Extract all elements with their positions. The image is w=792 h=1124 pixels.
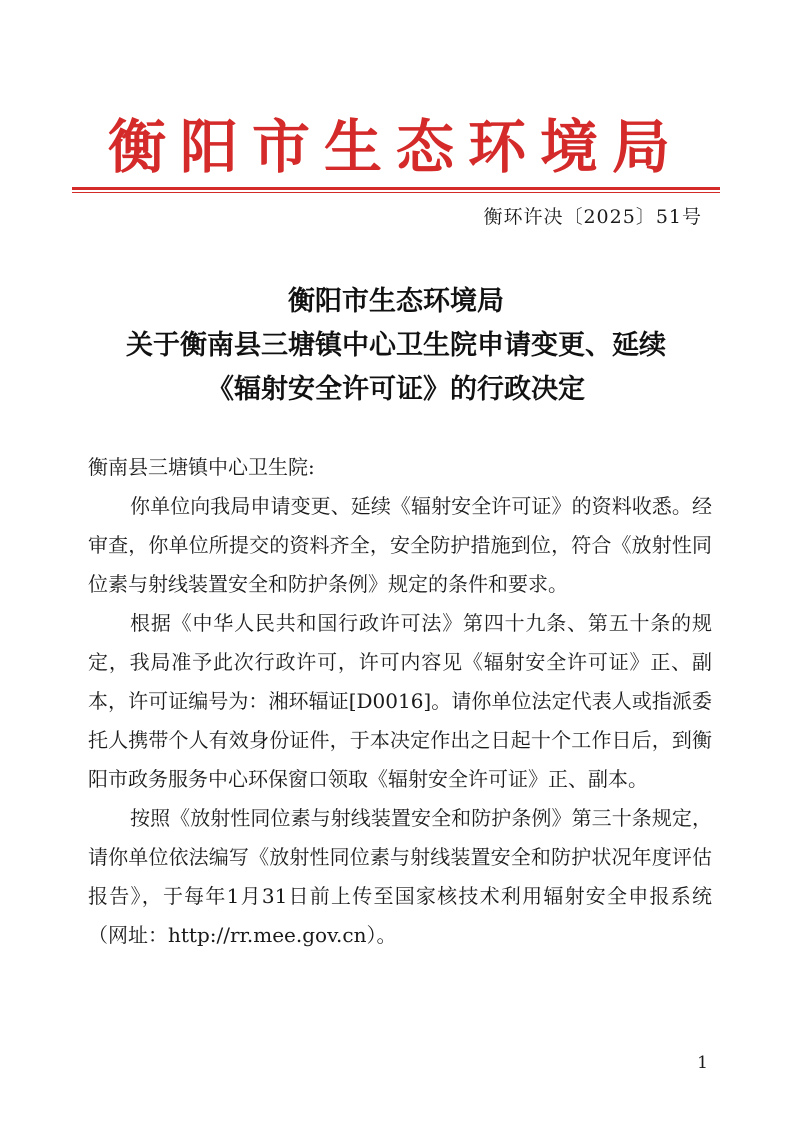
document-body bbox=[88, 448, 712, 955]
agency-masthead: 衡阳市生态环境局 bbox=[107, 113, 684, 181]
title-line-2: 关于衡南县三塘镇中心卫生院申请变更、延续 bbox=[126, 330, 666, 361]
title-line-1: 衡阳市生态环境局 bbox=[288, 286, 504, 317]
title-line-3: 《辐射安全许可证》的行政决定 bbox=[207, 374, 585, 405]
red-divider-thin bbox=[72, 192, 720, 193]
body-paragraph-1: 你单位向我局申请变更、延续《辐射安全许可证》的资料收悉。经审查，你单位所提交的资料齐全，安全防护措施到位，符合《放射性同位素与射线装置安全和防护条例》规定的条件和要求。 bbox=[88, 494, 712, 596]
document-title bbox=[60, 280, 732, 412]
page-number: 1 bbox=[697, 1053, 708, 1073]
addressee: 衡南县三塘镇中心卫生院: bbox=[88, 455, 315, 479]
body-paragraph-3: 按照《放射性同位素与射线装置安全和防护条例》第三十条规定，请你单位依法编写《放射性同位素与射线装置安全和防护状况年度评估报告》，于每年1月31日前上传至国家核技术利用辐射安全申报系统（网址：http://rr.mee.gov.cn）。 bbox=[88, 806, 712, 947]
body-paragraph-2: 根据《中华人民共和国行政许可法》第四十九条、第五十条的规定，我局准予此次行政许可，许可内容见《辐射安全许可证》正、副本，许可证编号为：湘环辐证[D0016]。请你单位法定代表人或指派委托人携带个人有效身份证件，于本决定作出之日起十个工作日后，到衡阳市政务服务中心环保窗口领取《辐射安全许可证》正、副本。 bbox=[88, 611, 712, 791]
red-divider-thick bbox=[72, 187, 720, 190]
document-number: 衡环许决〔2025〕51号 bbox=[483, 206, 702, 228]
